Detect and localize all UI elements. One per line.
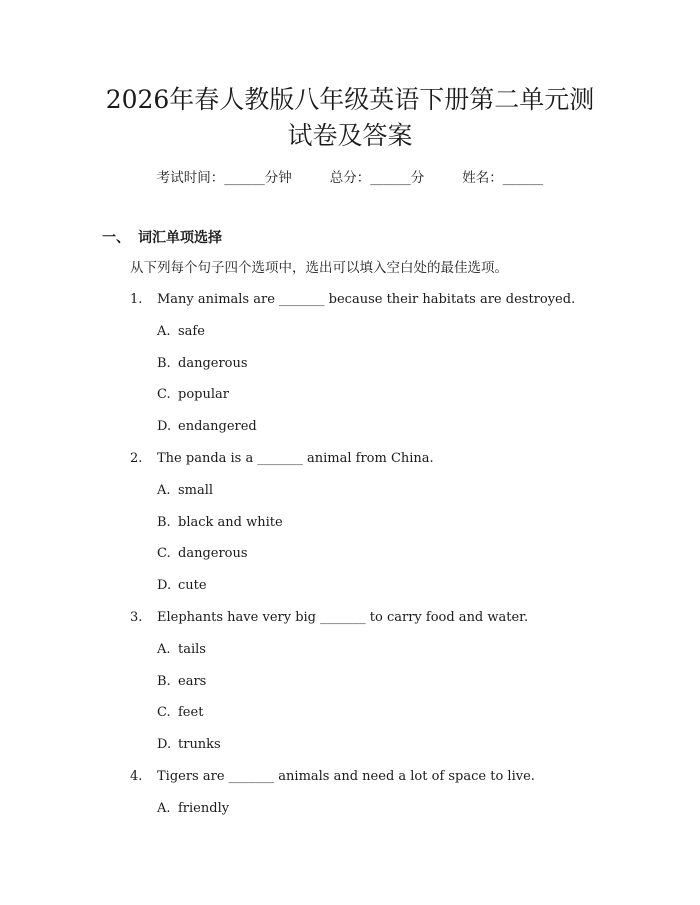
section-title: 词汇单项选择 [138,230,222,246]
question-text: Elephants have very big _______ to carry food and water. [157,610,529,625]
question-item [130,608,528,628]
total-score-field: 总分：______分 [329,170,425,186]
option-text: black and white [178,514,283,530]
option-letter: D. [157,737,172,753]
option-letter: A. [157,323,171,339]
answer-option [157,417,257,437]
option-letter: C. [157,387,171,403]
option-letter: B. [157,673,171,689]
option-letter: A. [157,641,171,657]
option-text: dangerous [178,546,248,562]
question-number: 3. [130,610,143,625]
option-text: popular [178,387,229,403]
answer-option [157,735,221,755]
option-letter: C. [157,546,171,562]
answer-option [157,513,283,533]
option-letter: D. [157,419,172,435]
option-text: feet [178,705,204,721]
answer-option [157,672,206,692]
question-text: Many animals are _______ because their habitats are destroyed. [157,292,576,307]
answer-option [157,481,213,501]
exam-time-field: 考试时间：______分钟 [156,170,292,186]
answer-option [157,354,248,374]
option-text: dangerous [178,355,248,371]
question-number: 4. [130,769,143,784]
option-text: cute [178,578,207,594]
option-text: small [178,482,214,498]
option-text: safe [178,323,205,339]
answer-option [157,322,205,342]
question-number: 1. [130,292,143,307]
option-letter: C. [157,705,171,721]
option-text: ears [178,673,207,689]
answer-option [157,799,229,819]
option-letter: A. [157,482,171,498]
option-letter: D. [157,578,172,594]
question-item [130,290,575,310]
answer-option [157,640,206,660]
question-text: The panda is a _______ animal from China. [157,451,434,466]
option-letter: A. [157,800,171,816]
question-text: Tigers are _______ animals and need a lot of space to live. [157,769,535,784]
answer-option [157,703,203,723]
section-instruction: 从下列每个句子四个选项中，选出可以填入空白处的最佳选项。 [130,260,508,276]
page-title: 2026年春人教版八年级英语下册第二单元测 [105,85,595,114]
section-number: 一、 [102,230,130,246]
answer-option [157,385,229,405]
section-heading [102,228,222,248]
option-letter: B. [157,355,171,371]
option-text: trunks [178,737,221,753]
option-text: friendly [178,800,230,816]
student-name-field: 姓名：______ [462,170,544,186]
option-letter: B. [157,514,171,530]
page-title-continued: 试卷及答案 [287,121,413,150]
answer-option [157,544,248,564]
question-item [130,767,535,787]
question-number: 2. [130,451,143,466]
exam-info [0,168,700,188]
option-text: tails [178,641,206,657]
option-text: endangered [178,419,257,435]
question-item [130,449,434,469]
answer-option [157,576,207,596]
